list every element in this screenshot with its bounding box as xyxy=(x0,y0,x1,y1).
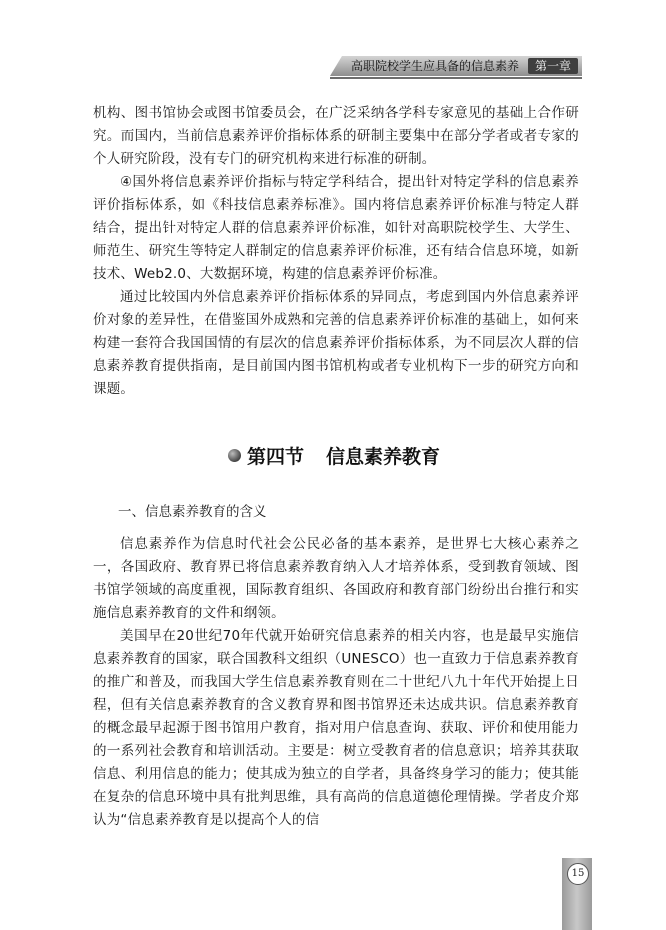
section-number: 第四节 xyxy=(247,446,305,468)
subheading: 一、信息素养教育的含义 xyxy=(118,504,267,520)
book-title: 高职院校学生应具备的信息素养 xyxy=(350,59,519,73)
paragraph-intro: 信息素养作为信息时代社会公民必备的基本素养，是世界七大核心素养之一，各国政府、教育界已将信息素养教育纳入人才培养体系，受到教育领域、图书馆学领域的高度重视，国际教育组织、各国政府和教育部门纷纷出台推行和实施信息素养教育的文件和纲领。 xyxy=(93,536,579,621)
running-header xyxy=(0,0,666,80)
bullet-dot-icon xyxy=(228,449,241,462)
section-title: 信息素养教育 xyxy=(326,446,441,468)
paragraph-point-4: ④国外将信息素养评价指标与特定学科结合，提出针对特定学科的信息素养评价指标体系，如《科技信息素养标准》。国内将信息素养评价标准与特定人群结合，提出针对特定人群的信息素养评价标准，如针对高职院校学生、大学生、师范生、研究生等特定人群制定的信息素养评价标准，还有结合信息环境，如新技术、Web2.0、大数据环境，构建的信息素养评价标准。 xyxy=(93,174,579,282)
section-heading xyxy=(228,440,488,474)
page-number: 15 xyxy=(567,863,589,885)
paragraph-history: 美国早在20世纪70年代就开始研究信息素养的相关内容，也是最早实施信息素养教育的国家，联合国教科文组织（UNESCO）也一直致力于信息素养教育的推广和普及，而我国大学生信息素养教育则在二十世纪八九十年代开始提上日程，但有关信息素养教育的含义教育界和图书馆界还未达成共识。信息素养教育的概念最早起源于图书馆用户教育，指对用户信息查询、获取、评价和使用能力的一系列社会教育和培训活动。主要是：树立受教育者的信息意识；培养其获取信息、利用信息的能力；使其成为独立的自学者，具备终身学习的能力；使其能在复杂的信息环境中具有批判思维，具有高尚的信息道德伦理情操。学者皮介郑认为“信息素养教育是以提高个人的信 xyxy=(93,628,579,828)
header-rule xyxy=(330,77,582,79)
paragraph-continued: 机构、图书馆协会或图书馆委员会，在广泛采纳各学科专家意见的基础上合作研究。而国内，当前信息素养评价指标体系的研制主要集中在部分学者或者专家的个人研究阶段，没有专门的研究机构来进行标准的研制。 xyxy=(93,105,579,167)
chapter-tag: 第一章 xyxy=(528,58,578,74)
paragraph-comparison: 通过比较国内外信息素养评价指标体系的异同点，考虑到国内外信息素养评价对象的差异性，在借鉴国外成熟和完善的信息素养评价标准的基础上，如何来构建一套符合我国国情的有层次的信息素养评价指标体系，为不同层次人群的信息素养教育提供指南，是目前国内图书馆机构或者专业机构下一步的研究方向和课题。 xyxy=(93,289,579,397)
